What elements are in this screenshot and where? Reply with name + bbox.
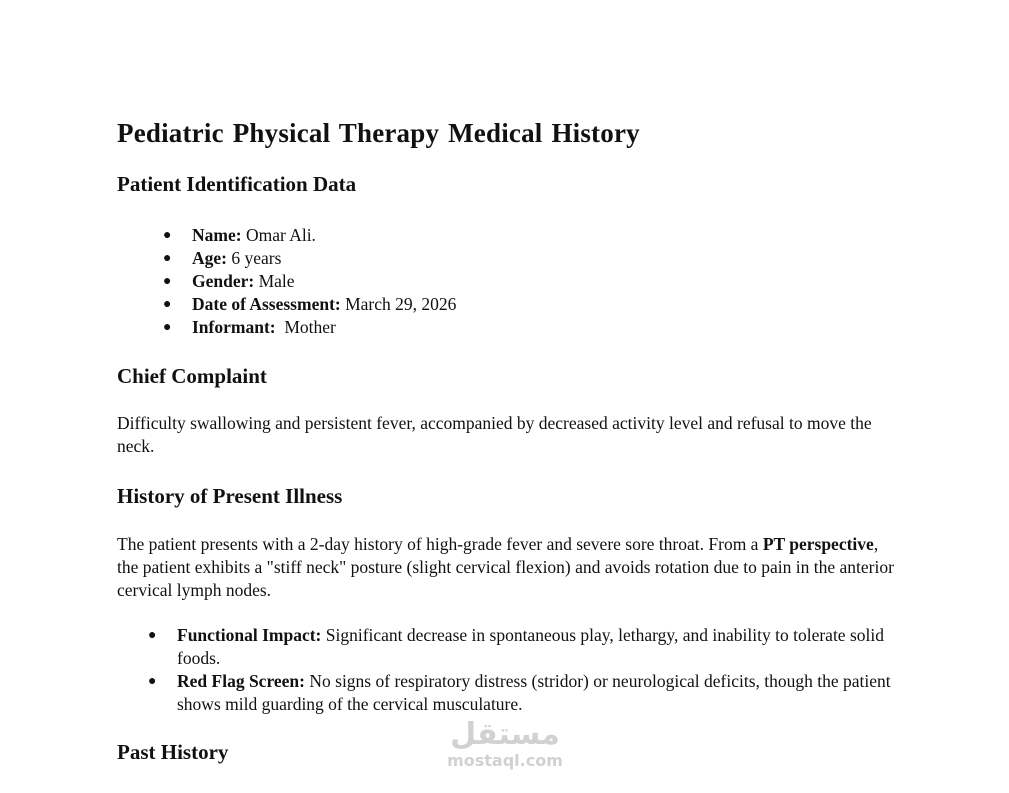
item-value: 6 years: [226, 248, 282, 268]
item-value: No signs of respiratory distress (stridor) or neurological deficits, though the patient shows mild guarding of the cervical musculature.: [177, 671, 891, 714]
bullet-icon: ●: [163, 297, 172, 312]
past-history-heading: Past History: [117, 740, 229, 764]
item-value: March 29, 2026: [340, 294, 457, 314]
hpi-text-after: , the patient exhibits a "stiff neck" posture (slight cervical flexion) and avoids rotation due to pain in the anterior cervical lymph nodes.: [117, 534, 894, 600]
hpi-text-bold: PT perspective: [762, 534, 874, 554]
list-item: [117, 670, 897, 716]
item-value: Mother: [275, 317, 336, 337]
bullet-icon: ●: [163, 274, 172, 289]
list-item: [117, 293, 897, 316]
item-label: Informant:: [192, 317, 276, 337]
list-item: [117, 270, 897, 293]
list-item: [117, 247, 897, 270]
list-item: [117, 316, 897, 339]
bullet-icon: ●: [148, 674, 157, 689]
watermark-latin: mostaql.com: [447, 751, 563, 770]
item-label: Name:: [192, 225, 242, 245]
bullet-icon: ●: [163, 320, 172, 335]
bullet-icon: ●: [163, 251, 172, 266]
item-label: Age:: [192, 248, 227, 268]
item-value: Significant decrease in spontaneous play, lethargy, and inability to tolerate solid foods.: [177, 625, 884, 668]
bullet-icon: ●: [148, 628, 157, 643]
hpi-paragraph: [117, 533, 897, 602]
chief-complaint-heading: Chief Complaint: [117, 364, 267, 388]
list-item: [117, 624, 897, 670]
list-item: [117, 224, 897, 247]
chief-complaint-text: Difficulty swallowing and persistent fever, accompanied by decreased activity level and refusal to move the neck.: [117, 413, 872, 456]
mostaql-watermark: [440, 718, 570, 770]
item-label: Red Flag Screen:: [177, 671, 305, 691]
document-page: [117, 118, 897, 766]
hpi-list: [117, 624, 897, 716]
hpi-text-before: The patient presents with a 2-day history of high-grade fever and severe sore throat. From a: [117, 534, 763, 554]
watermark-arabic: مستقل: [450, 717, 560, 752]
bullet-icon: ●: [163, 228, 172, 243]
hpi-heading: History of Present Illness: [117, 484, 343, 508]
item-value: Male: [254, 271, 295, 291]
item-value: Omar Ali.: [241, 225, 316, 245]
item-label: Functional Impact:: [177, 625, 322, 645]
patient-id-heading: Patient Identification Data: [117, 172, 357, 196]
item-label: Gender:: [192, 271, 255, 291]
item-label: Date of Assessment:: [192, 294, 341, 314]
patient-id-list: [117, 224, 897, 339]
document-title: Pediatric Physical Therapy Medical History: [117, 118, 640, 148]
